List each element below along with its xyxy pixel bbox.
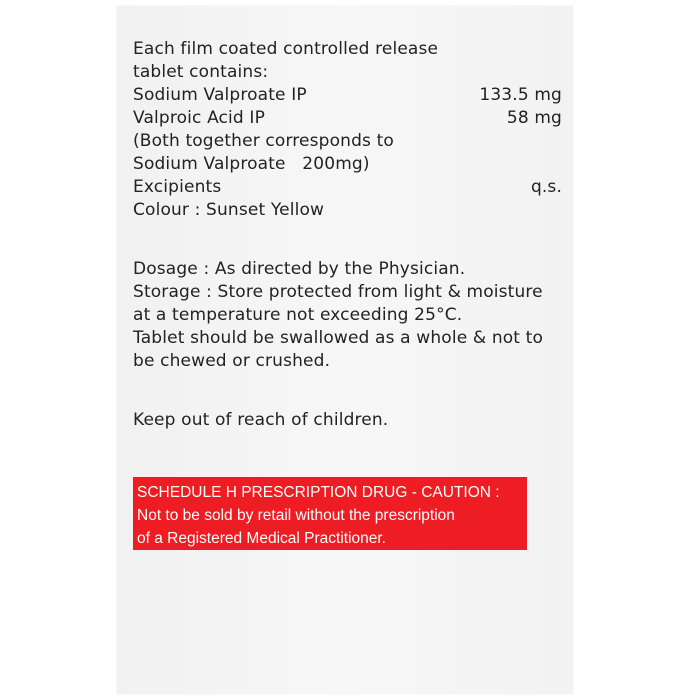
excipients-amount: q.s. [530, 177, 562, 197]
storage-line-1: Storage : Store protected from light & moisture [133, 282, 543, 302]
ingredient-row-sodium-valproate [133, 84, 562, 107]
ingredient-row-valproic-acid [133, 107, 562, 130]
composition-intro-line-2: tablet contains: [133, 62, 269, 82]
composition-note-line-1: (Both together corresponds to [133, 131, 394, 151]
swallow-line-2: be chewed or crushed. [133, 351, 331, 371]
composition-intro-line-1: Each film coated controlled release [133, 39, 439, 59]
ingredient-name: Sodium Valproate IP [133, 85, 307, 105]
composition-note-line-2: Sodium Valproate 200mg) [133, 154, 370, 174]
schedule-h-warning-box [133, 477, 527, 550]
excipients-name: Excipients [133, 177, 222, 197]
colour-line: Colour : Sunset Yellow [133, 200, 325, 220]
ingredient-amount: 133.5 mg [479, 85, 562, 105]
composition-section [133, 38, 562, 222]
swallow-line-1: Tablet should be swallowed as a whole & not to [133, 328, 544, 348]
warning-line-3: of a Registered Medical Practitioner. [137, 530, 386, 547]
ingredient-amount: 58 mg [506, 108, 562, 128]
excipients-row [133, 176, 562, 199]
warning-line-2: Not to be sold by retail without the prescription [137, 507, 455, 524]
directions-section [133, 258, 543, 373]
keep-out-of-reach-notice: Keep out of reach of children. [133, 410, 389, 430]
ingredient-name: Valproic Acid IP [133, 108, 265, 128]
warning-line-1: SCHEDULE H PRESCRIPTION DRUG - CAUTION : [137, 484, 500, 501]
storage-line-2: at a temperature not exceeding 25°C. [133, 305, 463, 325]
dosage-line: Dosage : As directed by the Physician. [133, 259, 466, 279]
